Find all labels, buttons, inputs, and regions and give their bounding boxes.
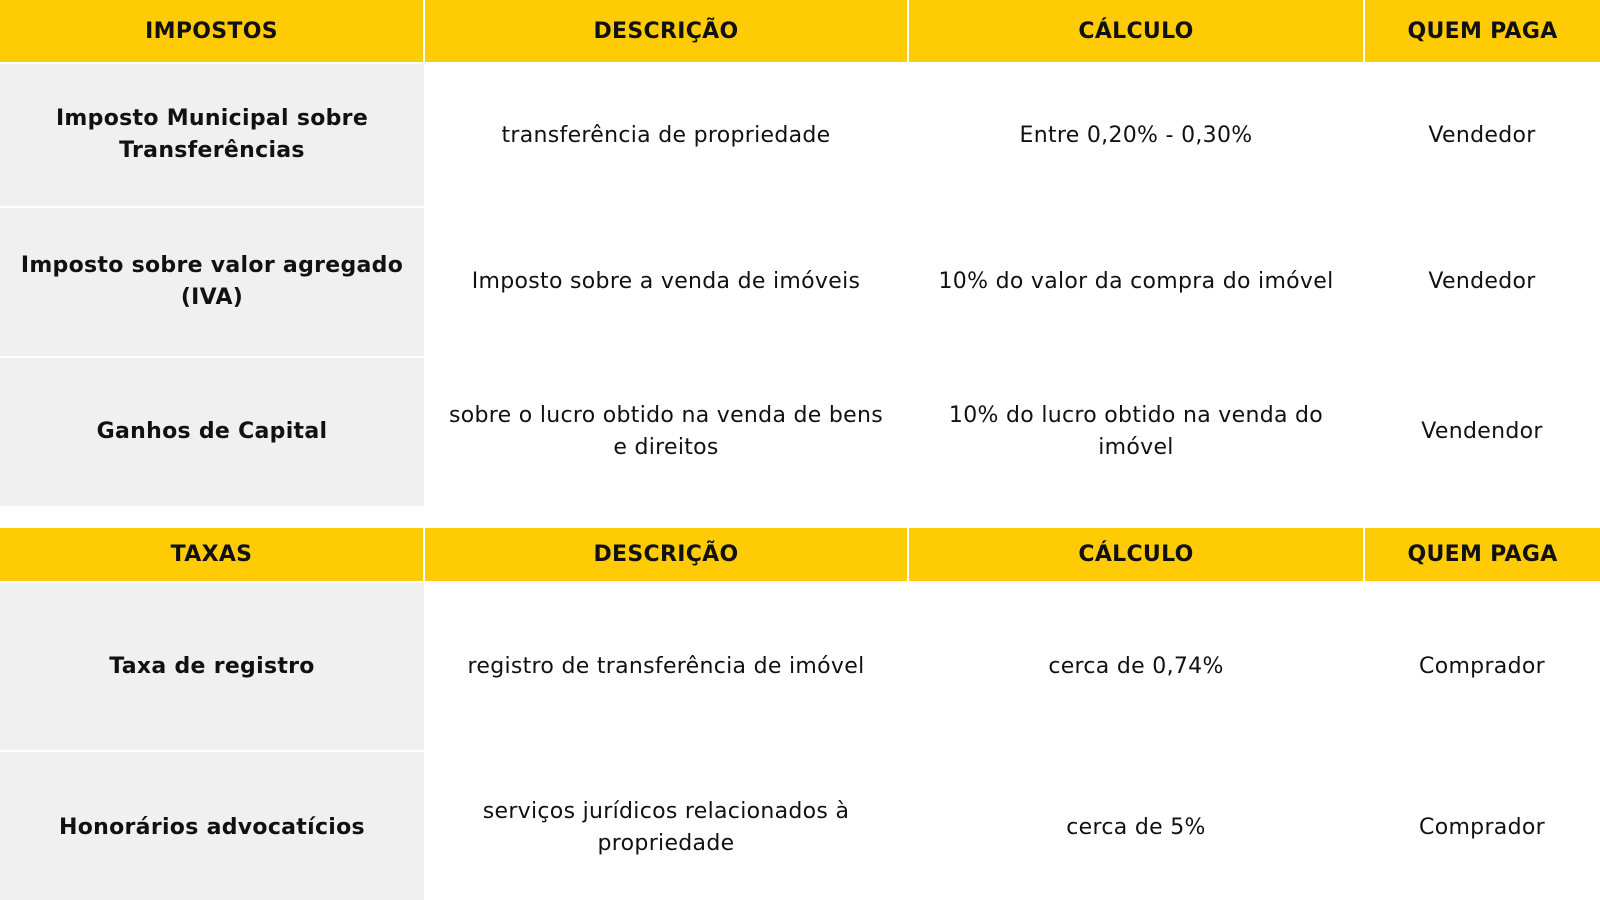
table-row <box>0 582 1600 751</box>
table-row <box>0 357 1600 507</box>
tax-name: Imposto sobre valor agregado (IVA) <box>0 207 424 357</box>
table-row <box>0 207 1600 357</box>
fee-calculation: cerca de 0,74% <box>908 582 1364 751</box>
fee-calculation: cerca de 5% <box>908 751 1364 900</box>
taxas-header-row <box>0 528 1600 582</box>
tax-calculation: 10% do lucro obtido na venda do imóvel <box>908 357 1364 507</box>
tax-payer: Vendendor <box>1364 357 1600 507</box>
table-row <box>0 63 1600 207</box>
header-impostos: IMPOSTOS <box>0 0 424 63</box>
header-descricao: DESCRIÇÃO <box>424 528 908 582</box>
header-calculo: CÁLCULO <box>908 0 1364 63</box>
fee-payer: Comprador <box>1364 751 1600 900</box>
tax-description: Imposto sobre a venda de imóveis <box>424 207 908 357</box>
fee-name: Honorários advocatícios <box>0 751 424 900</box>
header-calculo: CÁLCULO <box>908 528 1364 582</box>
tax-payer: Vendedor <box>1364 207 1600 357</box>
tax-name: Ganhos de Capital <box>0 357 424 507</box>
tax-description: transferência de propriedade <box>424 63 908 207</box>
tax-payer: Vendedor <box>1364 63 1600 207</box>
tax-calculation: 10% do valor da compra do imóvel <box>908 207 1364 357</box>
header-descricao: DESCRIÇÃO <box>424 0 908 63</box>
tax-calculation: Entre 0,20% - 0,30% <box>908 63 1364 207</box>
impostos-header-row <box>0 0 1600 63</box>
fee-payer: Comprador <box>1364 582 1600 751</box>
taxas-table <box>0 528 1600 900</box>
tax-description: sobre o lucro obtido na venda de bens e direitos <box>424 357 908 507</box>
fee-description: registro de transferência de imóvel <box>424 582 908 751</box>
table-row <box>0 751 1600 900</box>
header-quem-paga: QUEM PAGA <box>1364 0 1600 63</box>
header-quem-paga: QUEM PAGA <box>1364 528 1600 582</box>
tax-name: Imposto Municipal sobre Transferências <box>0 63 424 207</box>
header-taxas: TAXAS <box>0 528 424 582</box>
fee-name: Taxa de registro <box>0 582 424 751</box>
fee-description: serviços jurídicos relacionados à propriedade <box>424 751 908 900</box>
